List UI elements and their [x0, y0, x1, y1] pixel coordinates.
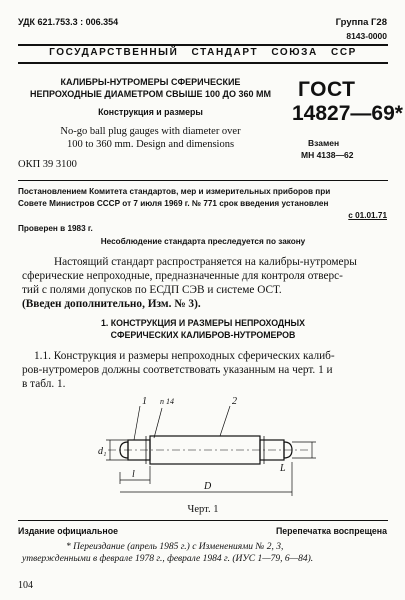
replaced-by: МН 4138—62 — [301, 150, 354, 160]
footnote-line-1: * Переиздание (апрель 1985 г.) с Изменениями № 2, 3, — [66, 542, 284, 552]
okp-code: ОКП 39 3100 — [18, 159, 77, 170]
intro-line-1: Настоящий стандарт распространяется на калибры-нутромеры — [54, 256, 357, 268]
state-standard-banner: ГОСУДАРСТВЕННЫЙ СТАНДАРТ СОЮЗА ССР — [49, 47, 357, 58]
resolution-line-2: Совете Министров СССР от 7 июля 1969 г. № 771 срок введения установлен — [18, 199, 329, 208]
replaced-label: Взамен — [308, 138, 340, 148]
gauge-drawing — [80, 384, 350, 500]
drawing-label-1: 1 — [142, 396, 147, 407]
law-warning: Несоблюдение стандарта преследуется по закону — [100, 237, 306, 246]
resolution-line-1: Постановлением Комитета стандартов, мер и измерительных приборов при — [18, 187, 331, 196]
udk-code: УДК 621.753.3 : 006.354 — [18, 17, 119, 27]
title-english-1: No-go ball plug gauges with diameter over — [60, 126, 241, 137]
title-english-2: 100 to 360 mm. Design and dimensions — [66, 139, 235, 150]
gost-label: ГОСТ — [298, 78, 356, 101]
title-rule — [18, 180, 388, 181]
drawing-label-L-upper: L — [280, 463, 286, 474]
section-para-line-3: в табл. 1. — [22, 378, 66, 390]
drawing-caption: Черт. 1 — [187, 504, 219, 515]
title-line-1: КАЛИБРЫ-НУТРОМЕРЫ СФЕРИЧЕСКИЕ — [60, 77, 241, 87]
checked-year: Проверен в 1983 г. — [18, 224, 93, 233]
title-line-2: НЕПРОХОДНЫЕ ДИАМЕТРОМ СВЫШЕ 100 ДО 360 ММ — [30, 89, 271, 99]
section-heading-2: СФЕРИЧЕСКИХ КАЛИБРОВ-НУТРОМЕРОВ — [110, 330, 296, 340]
okstu-code: 8143-0000 — [346, 31, 387, 41]
drawing-label-2: 2 — [232, 396, 237, 407]
section-heading-1: 1. КОНСТРУКЦИЯ И РАЗМЕРЫ НЕПРОХОДНЫХ — [100, 318, 306, 328]
drawing-label-n: n 14 — [160, 397, 174, 406]
header-rule-bottom — [18, 62, 388, 64]
title-subtitle: Конструкция и размеры — [98, 107, 203, 117]
group-code: Группа Г28 — [335, 17, 387, 28]
intro-line-4: (Введен дополнительно, Изм. № 3). — [22, 298, 201, 310]
header-rule-top — [18, 44, 388, 46]
drawing-label-D: D — [204, 481, 212, 492]
footnote-line-2: утвержденными в феврале 1978 г., феврале 1984 г. (ИУС 1—79, 6—84). — [22, 554, 314, 564]
section-para-line-2: ров-нутромеров должны соответствовать указанным на черт. 1 и — [22, 364, 333, 376]
intro-line-3: тий с полями допусков по ЕСДП СЭВ и системе ОСТ. — [22, 284, 282, 296]
footer-rule — [18, 520, 388, 521]
section-para-line-1: 1.1. Конструкция и размеры непроходных сферических калиб- — [34, 350, 335, 362]
official-edition: Издание официальное — [18, 526, 118, 536]
gost-number: 14827—69* — [292, 102, 403, 125]
drawing-label-l: l — [132, 469, 135, 480]
intro-line-2: сферические непроходные, предназначенные для контроля отверс- — [22, 270, 343, 282]
resolution-date: с 01.01.71 — [348, 211, 387, 220]
page-number: 104 — [18, 580, 33, 591]
drawing-label-d1: d₁ — [98, 446, 107, 457]
reprint-forbidden: Перепечатка воспрещена — [275, 526, 387, 536]
